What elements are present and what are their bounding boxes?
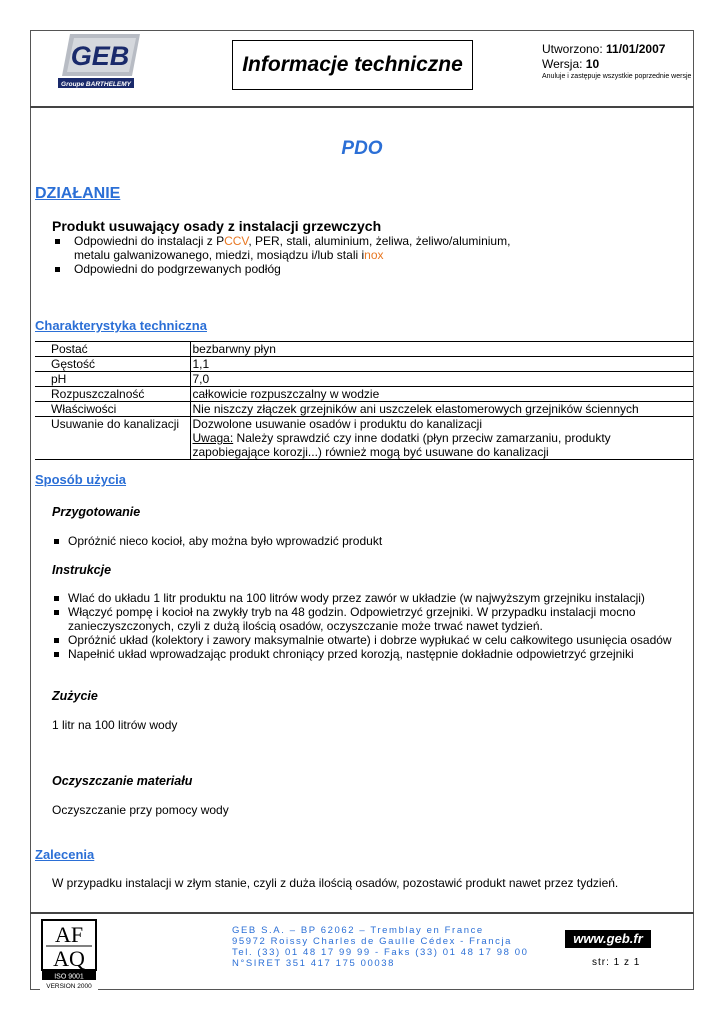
afaq-top: AF bbox=[54, 922, 84, 947]
footer-address-1: GEB S.A. – BP 62062 – Tremblay en France bbox=[232, 925, 484, 936]
note-label: Uwaga: bbox=[192, 431, 234, 445]
tech-value: 7,0 bbox=[190, 372, 693, 387]
action-heading: DZIAŁANIE bbox=[35, 185, 121, 202]
tech-label: Właściwości bbox=[35, 402, 190, 417]
version-value: 10 bbox=[585, 57, 600, 71]
note-text: Należy sprawdzić czy inne dodatki (płyn przeciw zamarzaniu, produkty bbox=[233, 431, 611, 445]
page-number: str: 1 z 1 bbox=[592, 957, 641, 968]
bullet-square-icon bbox=[55, 239, 60, 244]
instr-bullet-3 bbox=[68, 633, 672, 647]
bullet-square-icon bbox=[54, 652, 59, 657]
usage-heading: Sposób użycia bbox=[35, 472, 127, 487]
bullet1-text-a: Odpowiedni do instalacji z P bbox=[74, 234, 225, 248]
tech-label: Rozpuszczalność bbox=[35, 387, 190, 402]
tech-note-line bbox=[193, 431, 694, 445]
instr3-text: Opróżnić układ (kolektory i zawory maksymalnie otwarte) i dobrze wypłukać w celu całkowitego usunięcia osadów bbox=[68, 633, 672, 647]
bullet-square-icon bbox=[54, 539, 59, 544]
version-label: Wersja: bbox=[542, 57, 583, 71]
footer-siret: N°SIRET 351 417 175 00038 bbox=[232, 958, 395, 969]
tech-value: Nie niszczy złączek grzejników ani uszczelek elastomerowych grzejników ściennych bbox=[190, 402, 693, 417]
bullet-square-icon bbox=[54, 638, 59, 643]
tech-label: Usuwanie do kanalizacji bbox=[35, 417, 190, 460]
instr4-text: Napełnić układ wprowadzając produkt chroniący przed korozją, następnie dokładnie odpowietrzyć grzejniki bbox=[68, 647, 634, 661]
created-date bbox=[542, 42, 665, 56]
prep-heading: Przygotowanie bbox=[52, 505, 141, 519]
logo-subtext: Groupe BARTHELEMY bbox=[61, 81, 131, 88]
recommendations-text: W przypadku instalacji w złym stanie, czyli z duża ilością osadów, pozostawić produkt nawet przez tydzień. bbox=[52, 876, 619, 890]
prep-text: Opróżnić nieco kocioł, aby można było wprowadzić produkt bbox=[68, 534, 383, 548]
instr1-text: Wlać do układu 1 litr produktu na 100 litrów wody przez zawór w układzie (w najwyższym grzejniku instalacji) bbox=[68, 591, 645, 605]
footer-phone: Tel. (33) 01 48 17 99 99 - Faks (33) 01 48 17 98 00 bbox=[232, 947, 529, 958]
tech-heading: Charakterystyka techniczna bbox=[35, 318, 207, 333]
table-row bbox=[35, 387, 693, 402]
tech-table bbox=[35, 341, 693, 460]
footer-address-2: 95972 Roissy Charles de Gaulle Cédex - Francja bbox=[232, 936, 513, 947]
afaq-iso-logo bbox=[40, 918, 98, 990]
consumption-text: 1 litr na 100 litrów wody bbox=[52, 718, 178, 732]
table-row bbox=[35, 372, 693, 387]
created-label: Utworzono: bbox=[542, 42, 603, 56]
tech-value: 1,1 bbox=[190, 357, 693, 372]
bullet-square-icon bbox=[54, 610, 59, 615]
table-row bbox=[35, 342, 693, 357]
instr2-text: Włączyć pompę i kocioł na zwykły tryb na 48 godzin. Odpowietrzyć grzejniki. W przypadku instalacji mocno bbox=[68, 605, 636, 619]
action-bullet-2 bbox=[74, 262, 281, 276]
geb-logo bbox=[56, 34, 140, 92]
bullet2-text: Odpowiedni do podgrzewanych podłóg bbox=[74, 262, 281, 276]
table-row bbox=[35, 357, 693, 372]
instr-bullet-4 bbox=[68, 647, 634, 661]
cleaning-heading: Oczyszczanie materiału bbox=[52, 774, 193, 788]
supersedes-note: Anuluje i zastępuje wszystkie poprzednie wersje bbox=[542, 73, 692, 80]
table-row bbox=[35, 402, 693, 417]
bullet-square-icon bbox=[55, 267, 60, 272]
consumption-heading: Zużycie bbox=[52, 689, 98, 703]
tech-value: całkowicie rozpuszczalny w wodzie bbox=[190, 387, 693, 402]
bullet-square-icon bbox=[54, 596, 59, 601]
version bbox=[542, 57, 599, 71]
action-subheading: Produkt usuwający osady z instalacji grzewczych bbox=[52, 218, 382, 234]
tech-label: Gęstość bbox=[35, 357, 190, 372]
website-link[interactable]: www.geb.fr bbox=[565, 930, 651, 948]
tech-label: pH bbox=[35, 372, 190, 387]
tech-value-line: Dozwolone usuwanie osadów i produktu do kanalizacji bbox=[192, 417, 483, 431]
instr-bullet-1 bbox=[68, 591, 645, 605]
instr-heading: Instrukcje bbox=[52, 563, 112, 577]
tech-value bbox=[190, 417, 693, 460]
product-name: PDO bbox=[341, 138, 383, 159]
table-row bbox=[35, 417, 693, 460]
prep-bullet bbox=[68, 534, 382, 548]
iso-label: ISO 9001 bbox=[54, 973, 84, 981]
cleaning-text: Oczyszczanie przy pomocy wody bbox=[52, 803, 229, 817]
iso-version: VERSION 2000 bbox=[46, 983, 92, 990]
tech-label: Postać bbox=[35, 342, 190, 357]
recommendations-heading: Zalecenia bbox=[35, 847, 95, 862]
action-bullet-1-cont bbox=[74, 248, 384, 262]
footer-separator bbox=[30, 912, 694, 914]
afaq-bottom: AQ bbox=[53, 946, 85, 971]
tech-value: bezbarwny płyn bbox=[190, 342, 693, 357]
created-value: 11/01/2007 bbox=[606, 42, 666, 56]
document-title: Informacje techniczne bbox=[232, 40, 473, 90]
instr-bullet-2-cont: zanieczyszczonych, czyli z dużą ilością osadów, oczyszczanie może trwać nawet tydzień. bbox=[68, 619, 543, 633]
bullet1-inox: nox bbox=[364, 248, 384, 262]
instr-bullet-2 bbox=[68, 605, 636, 619]
bullet1-ccv: CCV bbox=[224, 234, 249, 248]
bullet1-text-b: , PER, stali, aluminium, żeliwa, żeliwo/aluminium, bbox=[248, 234, 511, 248]
tech-note-line-2: zapobiegające korozji...) również mogą być usuwane do kanalizacji bbox=[192, 445, 549, 459]
action-bullet-1 bbox=[74, 234, 510, 248]
logo-text: GEB bbox=[70, 41, 130, 71]
header-separator bbox=[30, 106, 694, 108]
bullet1-line2: metalu galwanizowanego, miedzi, mosiądzu i/lub stali i bbox=[74, 248, 365, 262]
